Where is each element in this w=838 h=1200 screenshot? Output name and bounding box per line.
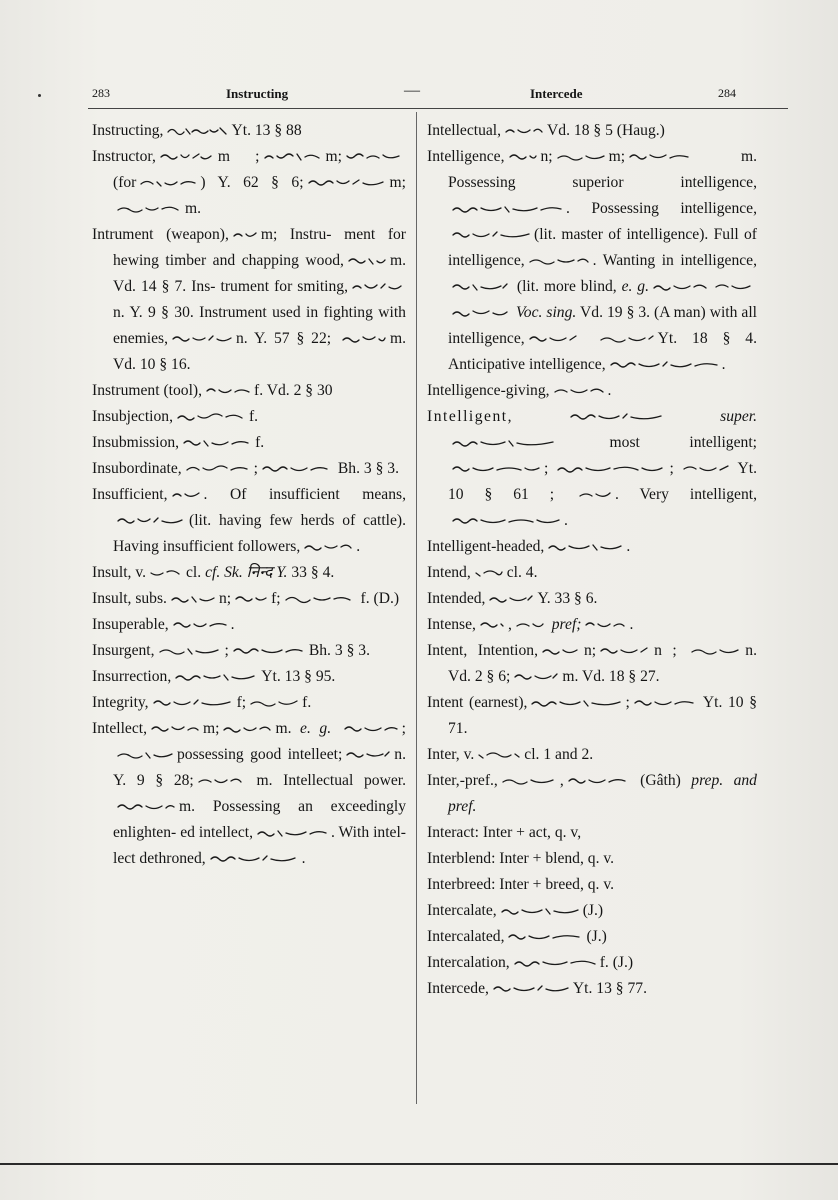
gloss: m. bbox=[275, 720, 292, 737]
gloss: . With intel- bbox=[330, 824, 406, 841]
entry-intercede bbox=[427, 976, 757, 1002]
running-header bbox=[92, 84, 832, 106]
headword: Intense, bbox=[427, 616, 476, 633]
headword: Instructing, bbox=[92, 122, 164, 139]
avestan-word-icon bbox=[488, 594, 534, 604]
avestan-word-icon bbox=[139, 178, 197, 188]
reference: ) Y. bbox=[200, 174, 231, 191]
gloss: (lit. having few bbox=[189, 512, 293, 529]
reference: n. Vd. 2 § 6; bbox=[448, 642, 757, 685]
entry-intent bbox=[427, 638, 757, 690]
gloss: Full of intelligence, bbox=[448, 226, 757, 269]
headword: Insurrection, bbox=[92, 668, 172, 685]
gloss: m ; bbox=[217, 148, 260, 165]
gloss: followers, bbox=[237, 538, 301, 555]
gloss: m; bbox=[202, 720, 220, 737]
entry-intense bbox=[427, 612, 757, 638]
gloss: . bbox=[607, 382, 612, 399]
avestan-word-icon bbox=[158, 646, 222, 656]
entry-insult-subs bbox=[92, 586, 406, 612]
avestan-word-icon bbox=[556, 152, 606, 162]
headword: Intellect, bbox=[92, 720, 147, 737]
avestan-word-icon bbox=[345, 152, 403, 162]
avestan-word-icon bbox=[176, 412, 246, 422]
gloss: (Gâth) bbox=[640, 772, 681, 789]
entry-insurgent bbox=[92, 638, 406, 664]
avestan-word-icon bbox=[477, 750, 521, 760]
gloss: . bbox=[629, 616, 634, 633]
avestan-word-icon bbox=[284, 594, 354, 604]
avestan-word-icon bbox=[209, 854, 299, 864]
gloss: f. (J.) bbox=[599, 954, 634, 971]
entry-insubjection bbox=[92, 404, 406, 430]
entry-intended bbox=[427, 586, 757, 612]
avestan-word-icon bbox=[492, 984, 570, 994]
headword: Intent, Intention, bbox=[427, 642, 538, 659]
gloss: man) with all intelligence, bbox=[448, 304, 757, 347]
gloss: m. Vd. 14 § 7. Ins- bbox=[113, 252, 406, 295]
avestan-word-icon bbox=[652, 282, 708, 292]
entry-intercalated bbox=[427, 924, 757, 950]
gloss: . bbox=[721, 356, 726, 373]
avestan-word-icon bbox=[451, 230, 531, 240]
avestan-word-icon bbox=[261, 464, 331, 474]
left-guide-word: Instructing bbox=[226, 86, 289, 101]
avestan-word-icon bbox=[171, 334, 233, 344]
gloss: , bbox=[507, 616, 512, 633]
avestan-word-icon bbox=[504, 126, 544, 136]
avestan-word-icon bbox=[451, 204, 563, 214]
entry-insurrection bbox=[92, 664, 406, 690]
gloss: herds of cattle). Having insufficient bbox=[113, 512, 407, 555]
header-rule bbox=[88, 108, 788, 109]
gloss: f. (D.) bbox=[360, 590, 400, 607]
headword: Insult, v. bbox=[92, 564, 146, 581]
gloss: with enemies, bbox=[113, 304, 406, 347]
reference: Bh. bbox=[308, 642, 331, 659]
gloss: ed intellect, bbox=[180, 824, 253, 841]
avestan-word-icon bbox=[451, 464, 541, 474]
entry-intelligence-giving bbox=[427, 378, 757, 404]
gloss: m. Intellectual power. bbox=[256, 772, 407, 789]
reference: Y. 33 § 6. bbox=[537, 590, 598, 607]
gloss: m. bbox=[179, 798, 196, 815]
avestan-word-icon bbox=[682, 464, 730, 474]
gloss: . bbox=[592, 252, 597, 269]
gloss: . Possessing intelligence, bbox=[566, 200, 757, 217]
avestan-word-icon bbox=[182, 438, 252, 448]
avestan-word-icon bbox=[556, 464, 666, 474]
headword: Intelligent-headed, bbox=[427, 538, 545, 555]
right-column bbox=[427, 118, 757, 1002]
headword: Intellectual, bbox=[427, 122, 502, 139]
entry-intelligent bbox=[427, 404, 757, 534]
avestan-word-icon bbox=[633, 698, 695, 708]
gloss: ; bbox=[401, 720, 406, 737]
gloss: lect dethroned, bbox=[113, 850, 206, 867]
gloss: , bbox=[559, 772, 564, 789]
gloss: f; bbox=[236, 694, 247, 711]
headword: Inter, v. bbox=[427, 746, 475, 763]
avestan-word-icon bbox=[116, 750, 174, 760]
reference: Yt. 13 § 95. bbox=[261, 668, 336, 685]
avestan-word-icon bbox=[159, 152, 215, 162]
entry-intellect bbox=[92, 716, 406, 872]
gloss: (for bbox=[113, 174, 137, 191]
avestan-word-icon bbox=[474, 568, 504, 578]
reference: Yt. 13 § 77. bbox=[572, 980, 647, 997]
reference: n. Y. 9 § 28; bbox=[113, 746, 406, 789]
avestan-word-icon bbox=[690, 646, 742, 656]
entry-interblend bbox=[427, 846, 757, 872]
reference: n. Y. bbox=[113, 304, 143, 321]
reference: 18 § 27. bbox=[608, 668, 660, 685]
gloss: cl. 4. bbox=[506, 564, 538, 581]
gloss: intelligence, bbox=[528, 356, 606, 373]
avestan-word-icon bbox=[530, 698, 622, 708]
avestan-word-icon bbox=[197, 776, 243, 786]
gloss: (lit. master of intelligence). bbox=[534, 226, 709, 243]
gloss: f; bbox=[271, 590, 281, 607]
gloss: n ; bbox=[654, 642, 677, 659]
headword: Intercalation, bbox=[427, 954, 510, 971]
gloss: e. g. bbox=[300, 720, 332, 737]
gloss: ; bbox=[544, 460, 549, 477]
headword: Instructor, bbox=[92, 148, 156, 165]
gloss: m. bbox=[185, 200, 202, 217]
avestan-word-icon bbox=[599, 334, 655, 344]
headword: Insult, subs. bbox=[92, 590, 167, 607]
reference: m. Vd. 10 § 16. bbox=[113, 330, 406, 373]
headword: Instrument (tool), bbox=[92, 382, 203, 399]
reference: n. Y. 57 § 22; bbox=[236, 330, 332, 347]
headword: Intercalated, bbox=[427, 928, 505, 945]
avestan-word-icon bbox=[341, 334, 387, 344]
gloss: m; Instru- bbox=[260, 226, 332, 243]
gloss: 9 § 30. Instrument used in fighting bbox=[147, 304, 373, 321]
gloss: . bbox=[564, 512, 568, 529]
gloss: ; bbox=[669, 460, 674, 477]
gloss: (J.) bbox=[586, 928, 607, 945]
reference: m. Vd. bbox=[562, 668, 605, 685]
avestan-word-icon bbox=[343, 724, 399, 734]
gloss: wood, bbox=[305, 252, 344, 269]
headword: Intent (earnest), bbox=[427, 694, 528, 711]
avestan-word-icon bbox=[553, 386, 605, 396]
avestan-word-icon bbox=[609, 360, 719, 370]
right-guide-word: Intercede bbox=[530, 86, 583, 101]
entry-intercalate bbox=[427, 898, 757, 924]
gloss: pref; bbox=[551, 616, 582, 633]
right-page-number: 284 bbox=[718, 86, 736, 100]
gloss: trument for smiting, bbox=[220, 278, 348, 295]
gloss: ; bbox=[224, 642, 229, 659]
gloss: Voc. sing. bbox=[516, 304, 577, 321]
avestan-word-icon bbox=[116, 516, 186, 526]
gloss: ; bbox=[253, 460, 258, 477]
gloss: prep. and pref. bbox=[448, 772, 757, 815]
avestan-word-icon bbox=[451, 438, 557, 448]
avestan-word-icon bbox=[515, 620, 545, 630]
entry-intrument-weapon bbox=[92, 222, 406, 378]
gloss: cl. 1 and 2. bbox=[524, 746, 594, 763]
reference: Bh. 3 § 3. bbox=[337, 460, 399, 477]
headword: Interact: Inter + act, q. v, bbox=[427, 824, 582, 841]
avestan-word-icon bbox=[171, 490, 201, 500]
headword: Intelligence, bbox=[427, 148, 505, 165]
gloss: f. bbox=[302, 694, 312, 711]
gloss: intelleet; bbox=[287, 746, 343, 763]
avestan-word-icon bbox=[528, 334, 578, 344]
gloss: ment for hewing timber and chapping bbox=[113, 226, 407, 269]
gloss: f. bbox=[248, 408, 259, 425]
avestan-word-icon bbox=[166, 126, 228, 136]
headword: Interbreed: Inter + breed, q. v. bbox=[427, 876, 615, 893]
reference: Yt. 10 § 61 ; bbox=[448, 460, 757, 503]
reference: 3 § 3. bbox=[334, 642, 370, 659]
avestan-word-icon bbox=[451, 282, 509, 292]
avestan-word-icon bbox=[116, 204, 182, 214]
reference: Vd. 19 § 3. (A bbox=[580, 304, 670, 321]
gloss: n; bbox=[540, 148, 553, 165]
avestan-word-icon bbox=[351, 282, 403, 292]
gloss: Possessing an exceedingly enlighten- bbox=[113, 798, 406, 841]
reference: 62 § 6; bbox=[243, 174, 304, 191]
avestan-word-icon bbox=[513, 958, 597, 968]
avestan-word-icon bbox=[584, 620, 626, 630]
entry-intellectual bbox=[427, 118, 757, 144]
headword: Intercede, bbox=[427, 980, 489, 997]
avestan-word-icon bbox=[599, 646, 651, 656]
gloss: . bbox=[626, 538, 631, 555]
gloss: e. g. bbox=[621, 278, 649, 295]
headword: Intend, bbox=[427, 564, 471, 581]
entry-intent-earnest bbox=[427, 690, 757, 742]
avestan-word-icon bbox=[451, 516, 561, 526]
reference: 33 § 4. bbox=[291, 564, 335, 581]
avestan-word-icon bbox=[451, 308, 509, 318]
avestan-word-icon bbox=[303, 542, 353, 552]
avestan-word-icon bbox=[256, 828, 328, 838]
left-page-number: 283 bbox=[92, 86, 110, 100]
gloss: . Of insufficient bbox=[203, 486, 340, 503]
gloss: f. bbox=[255, 434, 265, 451]
gloss: super. bbox=[720, 408, 757, 425]
gloss: n; bbox=[218, 590, 232, 607]
entry-intelligence bbox=[427, 144, 757, 378]
avestan-word-icon bbox=[714, 282, 754, 292]
avestan-word-icon bbox=[232, 230, 258, 240]
avestan-word-icon bbox=[172, 620, 228, 630]
entry-integrity bbox=[92, 690, 406, 716]
reference: Yt. 10 § 71. bbox=[448, 694, 757, 737]
entry-intelligent-headed bbox=[427, 534, 757, 560]
gloss: means, bbox=[362, 486, 406, 503]
avestan-word-icon bbox=[170, 594, 216, 604]
gloss: Wanting in intelligence, bbox=[602, 252, 757, 269]
gloss: possessing good bbox=[177, 746, 282, 763]
gloss: m. Possessing superior intelligence, bbox=[448, 148, 757, 191]
entry-inter-verb bbox=[427, 742, 757, 768]
gloss: n; bbox=[583, 642, 597, 659]
entry-insult-verb bbox=[92, 560, 406, 586]
avestan-word-icon bbox=[628, 152, 690, 162]
gloss: . bbox=[230, 616, 235, 633]
avestan-word-icon bbox=[234, 594, 268, 604]
avestan-word-icon bbox=[578, 490, 612, 500]
reference: Yt. 13 § 88 bbox=[231, 122, 302, 139]
avestan-word-icon bbox=[249, 698, 299, 708]
headword: Inter,-pref., bbox=[427, 772, 498, 789]
avestan-word-icon bbox=[528, 256, 590, 266]
avestan-word-icon bbox=[345, 750, 391, 760]
headword: Insubjection, bbox=[92, 408, 173, 425]
avestan-word-icon bbox=[150, 724, 200, 734]
headword: Insubmission, bbox=[92, 434, 180, 451]
entry-instructing bbox=[92, 118, 406, 144]
gloss: ; bbox=[625, 694, 630, 711]
avestan-word-icon bbox=[174, 672, 258, 682]
avestan-word-icon bbox=[569, 412, 665, 422]
reference: f. Vd. 2 § 30 bbox=[254, 382, 333, 399]
gloss: most intelligent; bbox=[609, 434, 757, 451]
header-separator: — bbox=[404, 82, 420, 99]
reference: Vd. 18 § 5 (Haug.) bbox=[547, 122, 665, 139]
reference: Yt. 18 § 4. Anticipative bbox=[448, 330, 757, 373]
avestan-word-icon bbox=[152, 698, 234, 708]
avestan-word-icon bbox=[508, 152, 538, 162]
headword: Insuperable, bbox=[92, 616, 169, 633]
gloss: cf. Sk. निन्द Y. bbox=[205, 564, 288, 581]
headword: Integrity, bbox=[92, 694, 149, 711]
entry-insubordinate bbox=[92, 456, 406, 482]
avestan-word-icon bbox=[149, 568, 183, 578]
avestan-word-icon bbox=[500, 906, 580, 916]
avestan-word-icon bbox=[541, 646, 581, 656]
entry-insubmission bbox=[92, 430, 406, 456]
headword: Intelligent, bbox=[427, 408, 513, 425]
avestan-word-icon bbox=[479, 620, 505, 630]
gloss: cl. bbox=[186, 564, 202, 581]
avestan-word-icon bbox=[547, 542, 623, 552]
avestan-word-icon bbox=[567, 776, 627, 786]
entry-intercalation bbox=[427, 950, 757, 976]
headword: Intercalate, bbox=[427, 902, 497, 919]
gloss: (lit. more blind, bbox=[516, 278, 617, 295]
entry-interact bbox=[427, 820, 757, 846]
headword: Insufficient, bbox=[92, 486, 168, 503]
gloss: (J.) bbox=[582, 902, 604, 919]
entry-interbreed bbox=[427, 872, 757, 898]
entry-instructor bbox=[92, 144, 406, 222]
entry-inter-pref bbox=[427, 768, 757, 820]
gloss: . bbox=[301, 850, 306, 867]
avestan-word-icon bbox=[307, 178, 387, 188]
gloss: . Very intelligent, bbox=[614, 486, 757, 503]
avestan-word-icon bbox=[263, 152, 323, 162]
headword: Interblend: Inter + blend, q. v. bbox=[427, 850, 615, 867]
headword: Intrument (weapon), bbox=[92, 226, 229, 243]
entry-intend bbox=[427, 560, 757, 586]
avestan-word-icon bbox=[513, 672, 559, 682]
ink-speck bbox=[38, 94, 41, 97]
headword: Intended, bbox=[427, 590, 486, 607]
entry-insufficient bbox=[92, 482, 406, 560]
scan-edge-line bbox=[0, 1163, 838, 1165]
gloss: m; bbox=[325, 148, 342, 165]
gloss: . bbox=[356, 538, 361, 555]
avestan-word-icon bbox=[205, 386, 251, 396]
avestan-word-icon bbox=[507, 932, 583, 942]
entry-insuperable bbox=[92, 612, 406, 638]
gloss: m; bbox=[608, 148, 626, 165]
headword: Intelligence-giving, bbox=[427, 382, 550, 399]
column-divider bbox=[416, 112, 417, 1104]
headword: Insurgent, bbox=[92, 642, 155, 659]
avestan-word-icon bbox=[347, 256, 387, 266]
avestan-word-icon bbox=[232, 646, 306, 656]
avestan-word-icon bbox=[222, 724, 272, 734]
gloss: m; bbox=[389, 174, 406, 191]
avestan-word-icon bbox=[116, 802, 176, 812]
avestan-word-icon bbox=[185, 464, 251, 474]
headword: Insubordinate, bbox=[92, 460, 182, 477]
avestan-word-icon bbox=[501, 776, 557, 786]
entry-instrument-tool bbox=[92, 378, 406, 404]
left-column bbox=[92, 118, 406, 872]
